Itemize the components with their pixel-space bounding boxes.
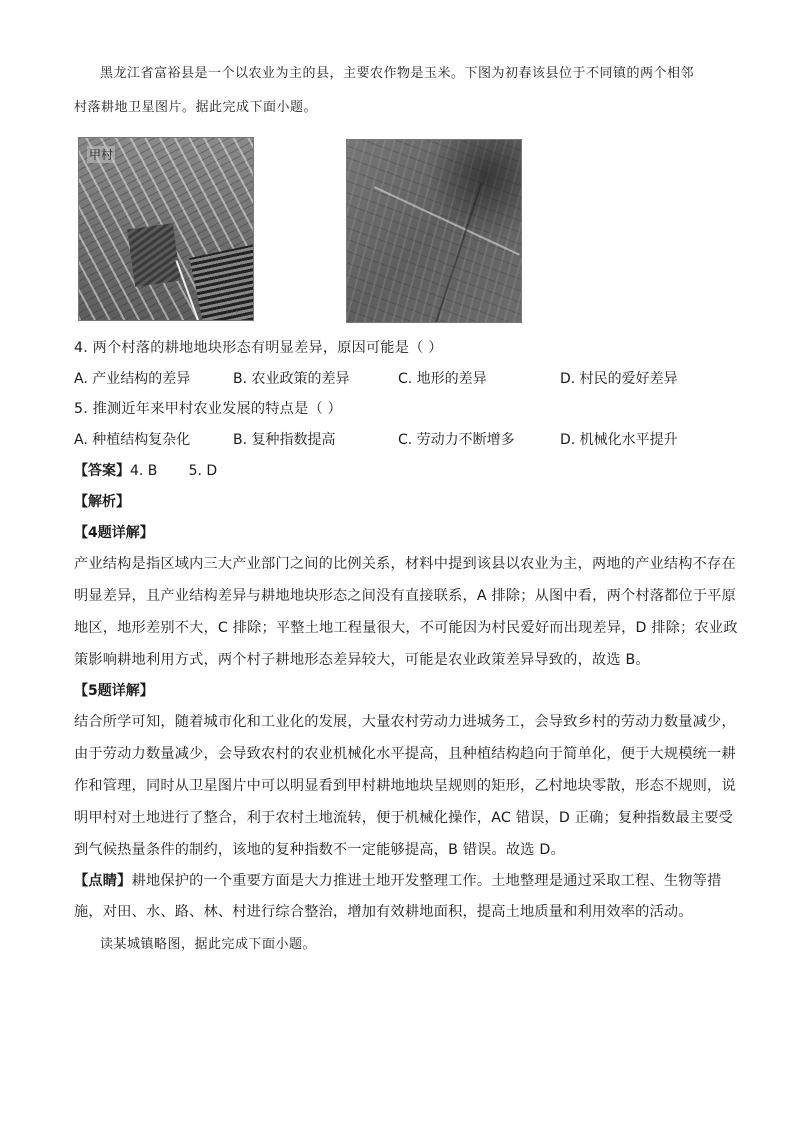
detail-5-line: 到气候热量条件的制约，该地的复种指数不一定能够提高，B 错误。故选 D。	[74, 842, 565, 858]
question-5-stem: 5. 推测近年来甲村农业发展的特点是（ ）	[74, 401, 342, 417]
tip-tag: 【点睛】	[74, 873, 132, 889]
question-5-option-c: C. 劳动力不断增多	[398, 432, 515, 448]
detail-5-line: 明甲村对土地进行了整合，利于农村土地流转，便于机械化操作，AC 错误，D 正确；复种指数最主要受	[74, 810, 733, 826]
ditch-line	[434, 183, 482, 323]
satellite-image-village-a	[78, 137, 254, 321]
intro-line-1: 黑龙江省富裕县是一个以农业为主的县，主要农作物是玉米。下图为初春该县位于不同镇的两个相邻	[100, 66, 695, 81]
tip-line-2: 施，对田、水、路、林、村进行综合整治，增加有效耕地面积，提高土地质量和利用效率的活动。	[74, 904, 693, 920]
tip-text-1: 耕地保护的一个重要方面是大力推进土地开发整理工作。土地整理是通过采取工程、生物等措	[131, 873, 722, 889]
answer-text: 4. B 5. D	[130, 463, 218, 479]
intro-line-2: 村落耕地卫星图片。据此完成下面小题。	[74, 100, 318, 115]
satellite-image-village-b	[346, 139, 522, 323]
detail-4-tag: 【4题详解】	[74, 525, 154, 541]
question-4-stem: 4. 两个村落的耕地地块形态有明显差异，原因可能是（ ）	[74, 340, 443, 356]
stream-line	[374, 186, 520, 255]
dark-field-patch	[127, 223, 181, 287]
question-4-option-a: A. 产业结构的差异	[74, 371, 191, 387]
detail-5-line: 结合所学可知，随着城市化和工业化的发展，大量农村劳动力进城务工，会导致乡村的劳动力数量减少，	[74, 714, 736, 730]
question-5-option-b: B. 复种指数提高	[233, 432, 336, 448]
detail-4-line: 产业结构是指区域内三大产业部门之间的比例关系，材料中提到该县以农业为主，两地的产业结构不存在	[74, 556, 736, 572]
settlement-area	[189, 244, 254, 321]
detail-4-line: 策影响耕地利用方式，两个村子耕地形态差异较大，可能是农业政策差异导致的，故选 B。	[74, 652, 650, 668]
village-a-label: 甲村	[89, 148, 114, 162]
question-5-option-a: A. 种植结构复杂化	[74, 432, 191, 448]
detail-5-line: 由于劳动力数量减少，会导致农村的农业机械化水平提高，且种植结构趋向于简单化，便于大规模统一耕	[74, 746, 736, 762]
detail-5-line: 作和管理，同时从卫星图片中可以明显看到甲村耕地地块呈规则的矩形，乙村地块零散，形态不规则，说	[74, 778, 736, 794]
question-4-option-b: B. 农业政策的差异	[233, 371, 350, 387]
answer-line	[74, 461, 217, 481]
tip-line-1	[74, 871, 721, 891]
next-section-intro: 读某城镇略图，据此完成下面小题。	[100, 937, 317, 952]
detail-4-line: 明显差异，且产业结构差异与耕地地块形态之间没有直接联系，A 排除；从图中看，两个村落都位于平原	[74, 588, 737, 604]
question-4-option-c: C. 地形的差异	[398, 371, 487, 387]
detail-4-line: 地区，地形差别不大，C 排除；平整土地工程量很大，不可能因为村民爱好而出现差异，D 排除；农业政	[74, 620, 738, 636]
detail-5-tag: 【5题详解】	[74, 683, 154, 699]
question-5-option-d: D. 机械化水平提升	[560, 432, 678, 448]
analysis-tag: 【解析】	[74, 494, 130, 510]
answer-tag: 【答案】	[74, 463, 130, 479]
question-4-option-d: D. 村民的爱好差异	[560, 371, 678, 387]
